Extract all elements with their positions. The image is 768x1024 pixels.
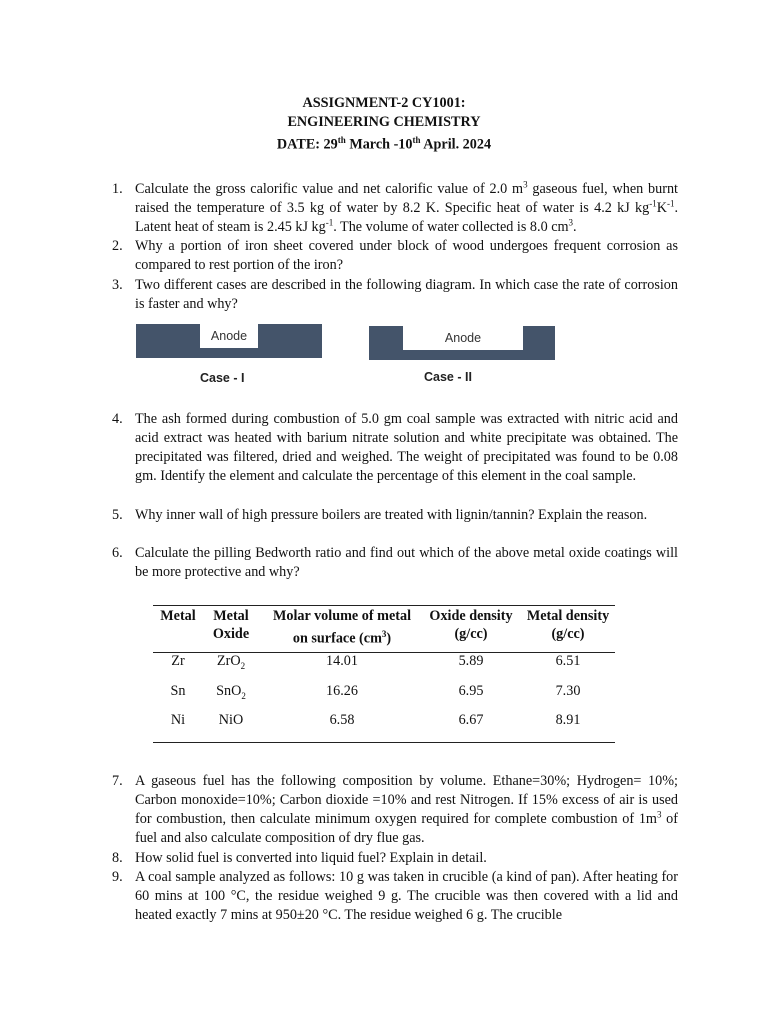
question-number: 6. <box>112 545 123 561</box>
header-molar-volume: Molar volume of metal on surface $(cm^3)$ <box>272 608 412 647</box>
question-text: A gaseous fuel has the following composition by volume. Ethane=30%; Hydrogen= 10%; Carbon monoxide=10%; Carbon dioxide =10% and rest Nitrogen. If 15% excess of air is used for combustion, then calculate minimum oxygen required for complete combustion of $1m^3$ of fuel and also calculate composition of dry flue gas. <box>135 773 678 846</box>
question-8 <box>112 849 678 868</box>
question-number: 4. <box>112 411 123 427</box>
cell-metal-density: 7.30 <box>555 683 581 699</box>
table-bottom-rule <box>153 742 615 743</box>
cell-oxide-density: 6.95 <box>458 683 484 699</box>
header-metal: Metal <box>160 608 196 624</box>
cell-metal: Zr <box>171 653 185 669</box>
cell-molar-volume: 16.26 <box>326 683 358 699</box>
question-number: 9. <box>112 869 123 885</box>
cell-molar-volume: 14.01 <box>326 653 358 669</box>
question-text: A coal sample analyzed as follows: 10 g was taken in crucible (a kind of pan). After heating for 60 mins at 100 °C, the residue weighed 9 g. The crucible was then covered with a lid and heated exactly 7 mins at 950±20 °C. The residue weighed 6 g. The crucible <box>135 869 678 923</box>
question-text: The ash formed during combustion of 5.0 gm coal sample was extracted with nitric acid and acid extract was heated with barium nitrate solution and white precipitate was obtained. The precipitated was filtered, dried and weighed. The weight of precipitated was found to be 0.08 gm. Identify the element and calculate the percentage of this element in the coal sample. <box>135 411 678 484</box>
question-text: Calculate the pilling Bedworth ratio and find out which of the above metal oxide coatings will be more protective and why? <box>135 545 678 580</box>
question-text: Two different cases are described in the following diagram. In which case the rate of corrosion is faster and why? <box>135 277 678 312</box>
question-number: 5. <box>112 507 123 523</box>
question-text: Why inner wall of high pressure boilers are treated with lignin/tannin? Explain the reason. <box>135 507 648 523</box>
table-top-rule <box>153 605 615 606</box>
case-1-anode: Anode <box>200 324 258 348</box>
header-metal-density: Metal density (g/cc) <box>526 608 610 642</box>
cell-metal: Sn <box>170 683 186 699</box>
question-3 <box>112 276 678 314</box>
case-2-label: Case - II <box>424 370 472 384</box>
question-text: How solid fuel is converted into liquid fuel? Explain in detail. <box>135 850 487 866</box>
course-title: ENGINEERING CHEMISTRY <box>287 113 481 130</box>
case-1-label: Case - I <box>200 371 245 385</box>
cell-oxide: SnO$_2$ <box>216 683 246 701</box>
question-4 <box>112 410 678 486</box>
question-5 <box>112 506 678 525</box>
document-header <box>0 94 768 154</box>
question-number: 2. <box>112 238 123 254</box>
question-number: 3. <box>112 277 123 293</box>
question-text: Calculate the gross calorific value and net calorific value of 2.0 $m^3$ gaseous fuel, when burnt raised the temperature of 3.5 kg of water by 8.2 K. Specific heat of water is 4.2 kJ $kg^{-1}K^{-1}$. Latent heat of steam is 2.45 kJ $kg^{-1}$. The volume of water collected is 8.0 $cm^3$. <box>135 179 678 235</box>
cell-metal-density: 8.91 <box>555 712 581 728</box>
question-7 <box>112 772 678 848</box>
question-9 <box>112 868 678 925</box>
cell-molar-volume: 6.58 <box>329 712 355 728</box>
cell-oxide: NiO <box>218 712 244 728</box>
question-2 <box>112 237 678 275</box>
cell-oxide-density: 5.89 <box>458 653 484 669</box>
header-oxide-density: Oxide density (g/cc) <box>429 608 513 642</box>
case-2-anode: Anode <box>403 326 523 350</box>
assignment-title: ASSIGNMENT-2 CY1001: <box>302 95 466 111</box>
question-text: Why a portion of iron sheet covered under block of wood undergoes frequent corrosion as compared to rest portion of the iron? <box>135 238 678 273</box>
date-line: DATE: 29th March -10th April. 2024 <box>276 135 492 153</box>
cell-metal-density: 6.51 <box>555 653 581 669</box>
question-number: 1. <box>112 181 123 197</box>
question-number: 7. <box>112 773 123 789</box>
header-metal-oxide: Metal Oxide <box>212 608 250 642</box>
question-number: 8. <box>112 850 123 866</box>
cell-metal: Ni <box>170 712 186 728</box>
question-6 <box>112 544 678 582</box>
cell-oxide: ZrO$_2$ <box>216 653 246 671</box>
question-1 <box>112 180 678 237</box>
cell-oxide-density: 6.67 <box>458 712 484 728</box>
